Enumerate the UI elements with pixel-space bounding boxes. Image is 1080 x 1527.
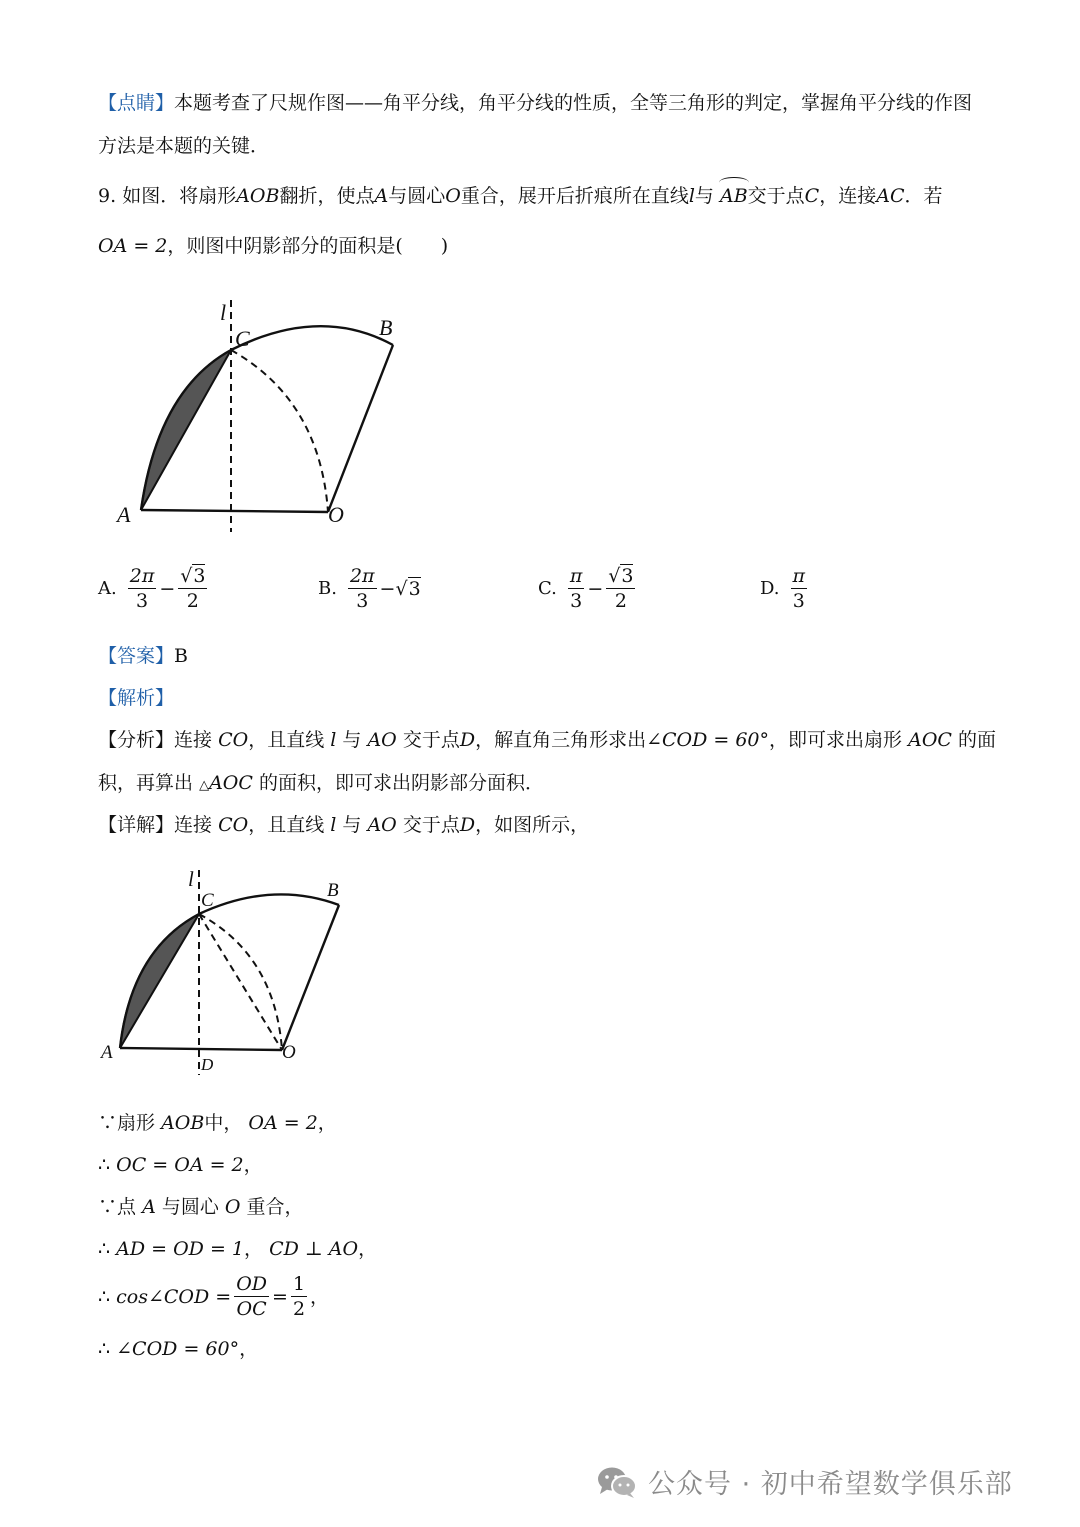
choice-b xyxy=(318,564,421,613)
choice-c-label: C. xyxy=(538,578,557,599)
text: 与 xyxy=(342,814,362,836)
dianjing-line-1 xyxy=(98,90,972,116)
text: ，即可求出扇形 xyxy=(769,729,903,751)
text: 的面 xyxy=(957,729,996,751)
label-a: A xyxy=(101,1042,113,1063)
xiangjie-line xyxy=(98,812,589,838)
denominator: 2 xyxy=(614,590,627,612)
text: ，且直线 xyxy=(248,729,325,751)
math-ao: AO xyxy=(367,814,397,836)
text: 与 xyxy=(342,729,362,751)
denominator: 2 xyxy=(186,590,199,612)
text: ，解直角三角形求出 xyxy=(475,729,647,751)
because-symbol: ∵ xyxy=(98,1196,118,1218)
segment-co xyxy=(199,914,282,1050)
math-aoc: AOC xyxy=(209,772,253,794)
fraction xyxy=(234,1272,269,1321)
question-text: ，连接 xyxy=(819,185,877,207)
label-o: O xyxy=(328,502,344,527)
xiangjie-tag: 【详解】 xyxy=(98,814,175,836)
because-symbol: ∵ xyxy=(98,1112,118,1134)
jiexi-tag: 【解析】 xyxy=(98,687,175,709)
numerator: 2π xyxy=(129,565,155,587)
denominator: OC xyxy=(236,1298,267,1320)
math-o: O xyxy=(224,1196,241,1218)
answer-tag: 【答案】 xyxy=(98,645,175,667)
choice-d-label: D. xyxy=(760,578,780,599)
fraction xyxy=(178,564,207,613)
text: ， xyxy=(310,1285,330,1308)
denominator: 3 xyxy=(356,590,369,612)
question-text: 重合，展开后折痕所在直线 xyxy=(460,185,689,207)
denominator: 3 xyxy=(792,590,805,612)
watermark xyxy=(596,1462,1013,1501)
segment-ao xyxy=(141,510,328,512)
sqrt-sign: √3 xyxy=(395,577,421,600)
text: 交于点 xyxy=(402,729,460,751)
choice-d xyxy=(760,564,810,613)
text: ， xyxy=(243,1154,263,1176)
wechat-icon xyxy=(596,1465,638,1499)
math-co: CO xyxy=(218,814,249,836)
label-a: A xyxy=(117,502,131,527)
math-eq: CD ⊥ AO xyxy=(269,1238,359,1260)
math-angle: ∠COD = 60° xyxy=(646,729,770,751)
fraction xyxy=(568,564,585,613)
fraction xyxy=(128,564,157,613)
math-ac: AC xyxy=(876,185,905,207)
question-number: 9. xyxy=(98,185,117,207)
fraction xyxy=(606,564,635,613)
math-l: l xyxy=(330,814,337,836)
therefore-symbol: ∴ xyxy=(98,1154,111,1176)
choice-a xyxy=(98,564,210,613)
step-2 xyxy=(98,1152,263,1178)
math-aob: AOB xyxy=(236,185,280,207)
math-a: A xyxy=(142,1196,156,1218)
dianjing-text-1: 本题考查了尺规作图——角平分线，角平分线的性质，全等三角形的判定，掌握角平分线的作图 xyxy=(174,92,973,114)
jiexi-line xyxy=(98,685,174,711)
numerator: π xyxy=(792,565,806,587)
triangle-symbol: △ xyxy=(199,778,210,793)
math-l: l xyxy=(688,185,695,207)
answer-line xyxy=(98,643,188,669)
question-text: 翻折，使点 xyxy=(279,185,375,207)
math-d: D xyxy=(459,729,476,751)
label-o: O xyxy=(282,1042,296,1063)
text: 积，再算出 xyxy=(98,772,194,794)
question-line-2 xyxy=(98,233,448,259)
label-l: l xyxy=(220,300,227,325)
shaded-segment xyxy=(120,914,199,1048)
radicand: 3 xyxy=(193,565,206,587)
numerator: OD xyxy=(236,1273,268,1295)
math-c: C xyxy=(804,185,820,207)
math-a: A xyxy=(374,185,389,207)
math-o: O xyxy=(445,185,461,207)
choice-c xyxy=(538,564,638,613)
numerator: π xyxy=(569,565,583,587)
question-line-1 xyxy=(98,183,943,209)
text: ， xyxy=(239,1338,259,1360)
text: ， xyxy=(244,1238,264,1260)
text: 重合， xyxy=(246,1196,304,1218)
math-eq: ∠COD = 60° xyxy=(116,1338,240,1360)
math-oa-eq: OA = 2 xyxy=(98,235,168,257)
step-3 xyxy=(98,1194,304,1220)
text: ， xyxy=(317,1112,337,1134)
text: 扇形 xyxy=(117,1112,156,1134)
equals-sign: = xyxy=(272,1285,288,1308)
text: ， xyxy=(358,1238,378,1260)
text: 的面积，即可求出阴影部分面积． xyxy=(258,772,544,794)
question-text: 与 xyxy=(694,185,714,207)
math-aoc: AOC xyxy=(908,729,952,751)
text: ，且直线 xyxy=(248,814,325,836)
label-l: l xyxy=(188,867,194,891)
math-d: D xyxy=(459,814,476,836)
question-text: ．若 xyxy=(904,185,943,207)
text: 连接 xyxy=(174,814,213,836)
shaded-segment xyxy=(141,350,231,510)
segment-ob xyxy=(282,905,339,1050)
step-5 xyxy=(98,1272,329,1321)
step-4 xyxy=(98,1236,377,1262)
label-b: B xyxy=(327,880,339,901)
radicand: 3 xyxy=(408,577,421,600)
fenxi-line-1 xyxy=(98,727,996,753)
watermark-text: 公众号 · 初中希望数学俱乐部 xyxy=(648,1469,1013,1500)
dianjing-tag: 【点睛】 xyxy=(98,92,175,114)
fenxi-line-2 xyxy=(98,770,544,799)
text: ，如图所示， xyxy=(475,814,590,836)
math-l: l xyxy=(330,729,337,751)
sqrt-sign: √3 xyxy=(180,565,206,587)
dianjing-text-2: 方法是本题的关键． xyxy=(98,135,270,157)
text: 点 xyxy=(117,1196,137,1218)
label-c: C xyxy=(201,890,214,911)
text: 连接 xyxy=(174,729,213,751)
question-text: 交于点 xyxy=(747,185,805,207)
fraction xyxy=(791,564,808,613)
dashed-arc xyxy=(231,350,328,512)
math-arc-ab: AB xyxy=(719,185,748,207)
choice-a-label: A. xyxy=(98,578,117,599)
denominator: 3 xyxy=(570,590,583,612)
question-text: ，则图中阴影部分的面积是( ) xyxy=(167,235,449,257)
text: 与圆心 xyxy=(161,1196,219,1218)
math-eq: OC = OA = 2 xyxy=(116,1154,244,1176)
answer-value: B xyxy=(174,645,188,667)
minus-sign: − xyxy=(379,577,396,600)
sqrt-sign: √3 xyxy=(608,565,634,587)
text: 交于点 xyxy=(402,814,460,836)
math-ao: AO xyxy=(367,729,397,751)
figure-1 xyxy=(110,290,420,540)
minus-sign: − xyxy=(159,577,176,600)
question-text: 如图．将扇形 xyxy=(122,185,237,207)
step-1 xyxy=(98,1110,337,1136)
fenxi-tag: 【分析】 xyxy=(98,729,175,751)
radicand: 3 xyxy=(621,565,634,587)
therefore-symbol: ∴ xyxy=(98,1238,111,1260)
math-eq: OA = 2 xyxy=(248,1112,318,1134)
fraction xyxy=(348,564,377,613)
therefore-symbol: ∴ xyxy=(98,1338,111,1360)
denominator: 2 xyxy=(292,1298,306,1320)
segment-ob xyxy=(328,345,393,512)
segment-ao xyxy=(120,1048,282,1050)
denominator: 3 xyxy=(135,590,149,612)
label-b: B xyxy=(379,315,393,340)
math-aob: AOB xyxy=(161,1112,205,1134)
numerator: 1 xyxy=(292,1273,306,1295)
therefore-symbol: ∴ xyxy=(98,1285,111,1308)
math-cos: cos∠COD = xyxy=(116,1285,232,1308)
math-co: CO xyxy=(218,729,249,751)
label-d: D xyxy=(201,1055,214,1074)
label-c: C xyxy=(235,326,250,351)
fraction xyxy=(291,1272,307,1321)
step-6 xyxy=(98,1336,258,1362)
question-text: 与圆心 xyxy=(388,185,446,207)
text: 中， xyxy=(204,1112,243,1134)
figure-2 xyxy=(95,862,355,1077)
math-eq: AD = OD = 1 xyxy=(116,1238,244,1260)
minus-sign: − xyxy=(587,577,604,600)
choice-b-label: B. xyxy=(318,578,337,599)
numerator: 2π xyxy=(349,565,375,587)
dianjing-line-2 xyxy=(98,133,269,159)
